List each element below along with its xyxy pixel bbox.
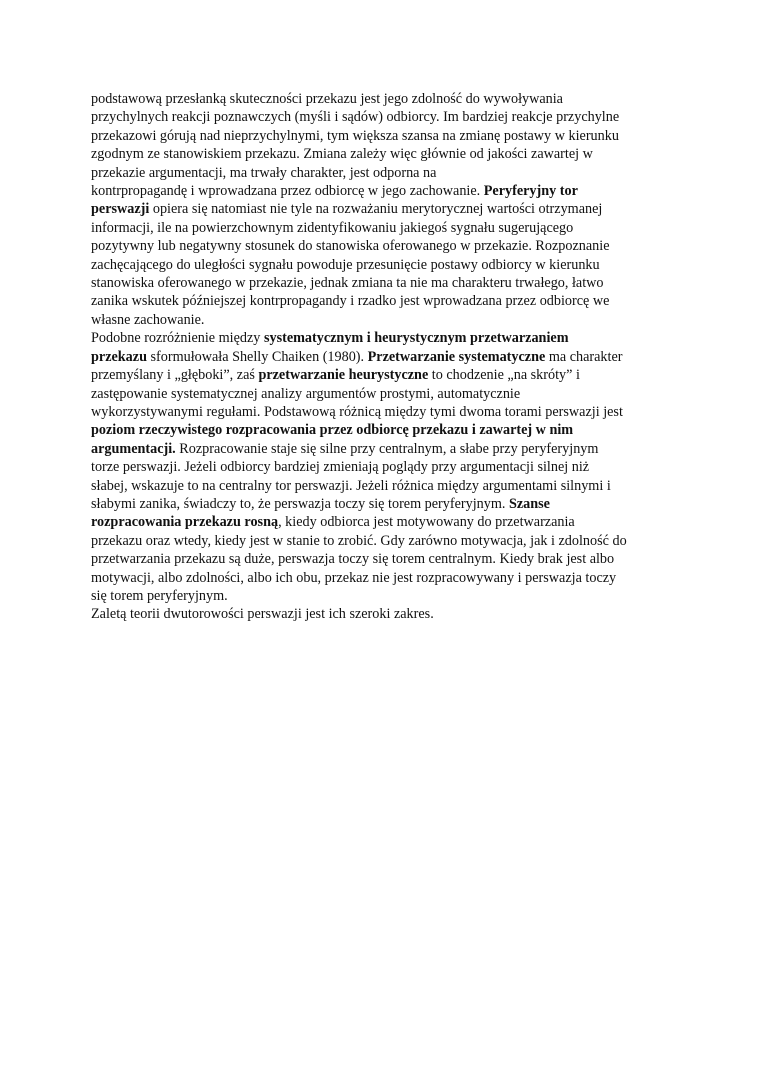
text-segment: się torem peryferyjnym. [91,587,228,604]
text-line [91,256,681,274]
text-segment: zgodnym ze stanowiskiem przekazu. Zmiana zależy więc głównie od jakości zawartej w [91,146,593,163]
text-line [91,237,681,255]
text-line [91,477,681,495]
text-segment: pozytywny lub negatywny stosunek do stanowiska oferowanego w przekazie. Rozpoznanie [91,238,610,255]
bold-text-segment: Przetwarzanie systematyczne [367,348,546,365]
text-segment: przekazu oraz wtedy, kiedy jest w stanie to zrobić. Gdy zarówno motywacja, jak i zdolność do [91,532,627,549]
text-line [91,292,681,310]
text-line [91,329,681,347]
text-segment: opiera się natomiast nie tyle na rozważaniu merytorycznej wartości otrzymanej [149,201,603,218]
text-line [91,108,681,126]
text-line [91,274,681,292]
text-segment: przemyślany i „głęboki”, zaś [91,367,259,384]
text-line [91,348,681,366]
text-segment: przekazowi górują nad nieprzychylnymi, tym większa szansa na zmianę postawy w kierunku [91,127,619,144]
text-line [91,385,681,403]
text-segment: słabymi zanika, świadczy to, że perswazja toczy się torem peryferyjnym. [91,495,509,512]
text-segment: stanowiska oferowanego w przekazie, jednak zmiana ta nie ma charakteru trwałego, łatwo [91,275,604,292]
text-line [91,513,681,531]
text-line [91,495,681,513]
text-line [91,550,681,568]
text-segment: , kiedy odbiorca jest motywowany do przetwarzania [278,514,575,531]
bold-text-segment: perswazji [91,201,150,218]
text-line [91,587,681,605]
text-segment: zachęcającego do uległości sygnału powoduje przesunięcie postawy odbiorcy w kierunku [91,256,600,273]
text-segment: informacji, ile na powierzchownym zidentyfikowaniu jakiegoś sygnału sugerującego [91,219,574,236]
text-line [91,311,681,329]
text-segment: to chodzenie „na skróty” i [428,367,580,384]
text-segment: ma charakter [545,348,623,365]
bold-text-segment: systematycznym i heurystycznym przetwarzaniem [263,330,569,347]
text-segment: sformułowała Shelly Chaiken (1980). [146,348,368,365]
text-segment: Zaletą teorii dwutorowości perswazji jest ich szeroki zakres. [91,606,434,623]
text-line [91,569,681,587]
text-segment: przekazie argumentacji, ma trwały charakter, jest odporna na [91,164,437,181]
text-segment: słabej, wskazuje to na centralny tor perswazji. Jeżeli różnica między argumentami silnymi i [91,477,611,494]
text-line [91,127,681,145]
text-segment: motywacji, albo zdolności, albo ich obu, przekaz nie jest rozpracowywany i perswazja toczy [91,569,617,586]
bold-text-segment: argumentacji. [91,440,176,457]
body-text [91,90,681,624]
text-segment: przetwarzania przekazu są duże, perswazja toczy się torem centralnym. Kiedy brak jest albo [91,551,615,568]
text-line [91,164,681,182]
text-segment: torze perswazji. Jeżeli odbiorcy bardziej zmieniają poglądy przy argumentacji silnej niż [91,459,590,476]
text-line [91,403,681,421]
text-segment: Rozpracowanie staje się silne przy centralnym, a słabe przy peryferyjnym [175,440,599,457]
bold-text-segment: rozpracowania przekazu rosną [91,514,279,531]
text-line [91,90,681,108]
text-line [91,605,681,623]
text-line [91,421,681,439]
bold-text-segment: Peryferyjny tor [483,183,578,200]
text-line [91,366,681,384]
text-line [91,219,681,237]
bold-text-segment: przekazu [91,348,147,365]
text-segment: zanika wskutek późniejszej kontrpropagandy i rzadko jest wprowadzana przez odbiorcę we [91,293,610,310]
bold-text-segment: Szanse [508,495,550,512]
text-line [91,145,681,163]
text-segment: kontrpropagandę i wprowadzana przez odbiorcę w jego zachowanie. [91,183,484,200]
text-segment: przychylnych reakcji poznawczych (myśli i sądów) odbiorcy. Im bardziej reakcje przychylne [91,109,620,126]
bold-text-segment: poziom rzeczywistego rozpracowania przez odbiorcę przekazu i zawartej w nim [91,422,574,439]
bold-text-segment: przetwarzanie heurystyczne [258,367,429,384]
text-line [91,440,681,458]
text-segment: Podobne rozróżnienie między [91,330,264,347]
text-segment: podstawową przesłanką skuteczności przekazu jest jego zdolność do wywoływania [91,91,563,107]
text-line [91,200,681,218]
text-segment: własne zachowanie. [91,311,205,328]
text-line [91,458,681,476]
text-segment: zastępowanie systematycznej analizy argumentów prostymi, automatycznie [91,385,521,402]
text-line [91,182,681,200]
text-segment: wykorzystywanymi regułami. Podstawową różnicą między tymi dwoma torami perswazji jest [91,403,623,420]
text-line [91,532,681,550]
